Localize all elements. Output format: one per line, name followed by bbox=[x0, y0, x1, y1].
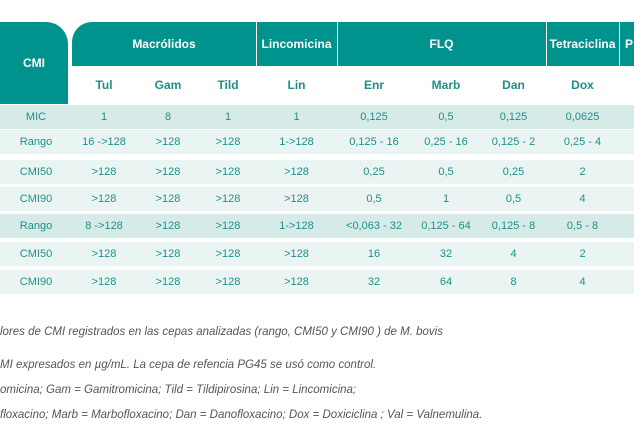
table-cell: >128 bbox=[215, 276, 241, 288]
subheader-tild: Tild bbox=[217, 78, 239, 92]
table-cell: 1 bbox=[100, 111, 108, 123]
table-cell: 1->128 bbox=[279, 136, 314, 148]
table-cell: 8 bbox=[164, 111, 172, 123]
table-cell: 64 bbox=[439, 276, 453, 288]
table-row bbox=[0, 160, 634, 184]
table-row bbox=[0, 187, 634, 211]
table-cell: 0,25 bbox=[363, 166, 385, 178]
subheader-lin: Lin bbox=[287, 78, 306, 92]
table-cell: 0,125 - 8 bbox=[491, 220, 536, 232]
subheader-gam: Gam bbox=[154, 78, 182, 92]
subheader-dan: Dan bbox=[502, 78, 525, 92]
divider bbox=[256, 22, 257, 66]
table-cell: <0,063 - 32 bbox=[346, 220, 402, 232]
note-line-2: MI expresados en µg/mL. La cepa de refencia PG45 se usó como control. bbox=[0, 359, 377, 371]
table-cell: 0,125 - 64 bbox=[421, 220, 471, 232]
table-cell: 0,5 - 8 bbox=[566, 220, 599, 232]
table-cell: >128 bbox=[155, 136, 181, 148]
table-cell: 2 bbox=[579, 248, 586, 260]
table-cell: 8 ->128 bbox=[85, 220, 123, 232]
table-cell: >128 bbox=[91, 276, 117, 288]
table-cell: 0,5 bbox=[366, 193, 382, 205]
table-row bbox=[0, 214, 634, 238]
table-cell: >128 bbox=[155, 220, 181, 232]
table-cell: 0,125 - 16 bbox=[349, 136, 399, 148]
table-cell: >128 bbox=[215, 220, 241, 232]
row-label: MIC bbox=[25, 111, 47, 123]
table-cell: 0,5 bbox=[505, 193, 522, 205]
table-cell: 0,5 bbox=[438, 111, 454, 123]
subheader-marb: Marb bbox=[431, 78, 461, 92]
row-label: CMI90 bbox=[19, 276, 53, 288]
table-cell: >128 bbox=[284, 166, 309, 178]
header-cmi: CMI bbox=[0, 22, 68, 104]
divider bbox=[619, 22, 620, 66]
table-cell: 1->128 bbox=[279, 220, 314, 232]
table-cell: 16 bbox=[367, 248, 381, 260]
group-macrolidos: Macrólidos bbox=[72, 22, 256, 66]
note-line-1: lores de CMI registrados en las cepas analizadas (rango, CMI50 y CMI90 ) de M. bovis bbox=[0, 326, 443, 338]
row-label: Rango bbox=[19, 220, 53, 232]
divider bbox=[337, 22, 338, 66]
table-cell: >128 bbox=[91, 166, 117, 178]
table-cell: 8 bbox=[510, 276, 517, 288]
table-cell: 4 bbox=[579, 276, 586, 288]
table-cell: 0,5 bbox=[438, 166, 454, 178]
table-cell: >128 bbox=[155, 166, 181, 178]
group-lincomicina: Lincomicina bbox=[256, 22, 337, 66]
table-cell: 0,0625 bbox=[565, 111, 600, 123]
table-cell: >128 bbox=[91, 248, 117, 260]
table-cell: 1 bbox=[442, 193, 450, 205]
table-cell: >128 bbox=[155, 276, 181, 288]
table-cell: 0,125 - 2 bbox=[491, 136, 536, 148]
table-cell: >128 bbox=[284, 276, 309, 288]
table-cell: 32 bbox=[439, 248, 453, 260]
row-label: CMI90 bbox=[19, 193, 53, 205]
table-cell: 1 bbox=[224, 111, 232, 123]
table-cell: >128 bbox=[284, 248, 309, 260]
table-cell: >128 bbox=[215, 136, 241, 148]
table-row bbox=[0, 242, 634, 266]
row-label: CMI50 bbox=[19, 166, 53, 178]
table-cell: 4 bbox=[510, 248, 517, 260]
divider bbox=[546, 22, 547, 66]
table-cell: 1 bbox=[293, 111, 300, 123]
table-cell: 0,125 bbox=[360, 111, 388, 123]
note-line-3: omicina; Gam = Gamitromicina; Tild = Tildipirosina; Lin = Lincomicina; bbox=[0, 384, 357, 396]
group-tetraciclina: Tetraciclina bbox=[546, 22, 619, 66]
note-line-4: floxacino; Marb = Marbofloxacino; Dan = Danofloxacino; Dox = Doxiciclina ; Val = Valnemulina. bbox=[0, 409, 483, 421]
table-row bbox=[0, 270, 634, 294]
group-flq: FLQ bbox=[337, 22, 546, 66]
table-cell: 32 bbox=[367, 276, 381, 288]
table-cell: >128 bbox=[215, 248, 241, 260]
group-p: P bbox=[619, 22, 634, 66]
table-cell: 0,25 - 4 bbox=[563, 136, 602, 148]
table-cell: >128 bbox=[155, 248, 181, 260]
table-cell: >128 bbox=[215, 193, 241, 205]
table-cell: >128 bbox=[215, 166, 241, 178]
row-label: Rango bbox=[19, 136, 53, 148]
table-cell: >128 bbox=[91, 193, 117, 205]
table-cell: 0,25 - 16 bbox=[424, 136, 468, 148]
table-cell: 2 bbox=[579, 166, 586, 178]
subheader-dox: Dox bbox=[571, 78, 594, 92]
table-cell: >128 bbox=[284, 193, 309, 205]
table-cell: 16 ->128 bbox=[82, 136, 126, 148]
subheader-tul: Tul bbox=[95, 78, 113, 92]
subheader-enr: Enr bbox=[363, 78, 384, 92]
table-cell: 4 bbox=[579, 193, 586, 205]
table-cell: >128 bbox=[155, 193, 181, 205]
table-row bbox=[0, 130, 634, 154]
table-cell: 0,25 bbox=[502, 166, 525, 178]
table-row bbox=[0, 105, 634, 129]
row-label: CMI50 bbox=[19, 248, 53, 260]
table-cell: 0,125 bbox=[499, 111, 528, 123]
